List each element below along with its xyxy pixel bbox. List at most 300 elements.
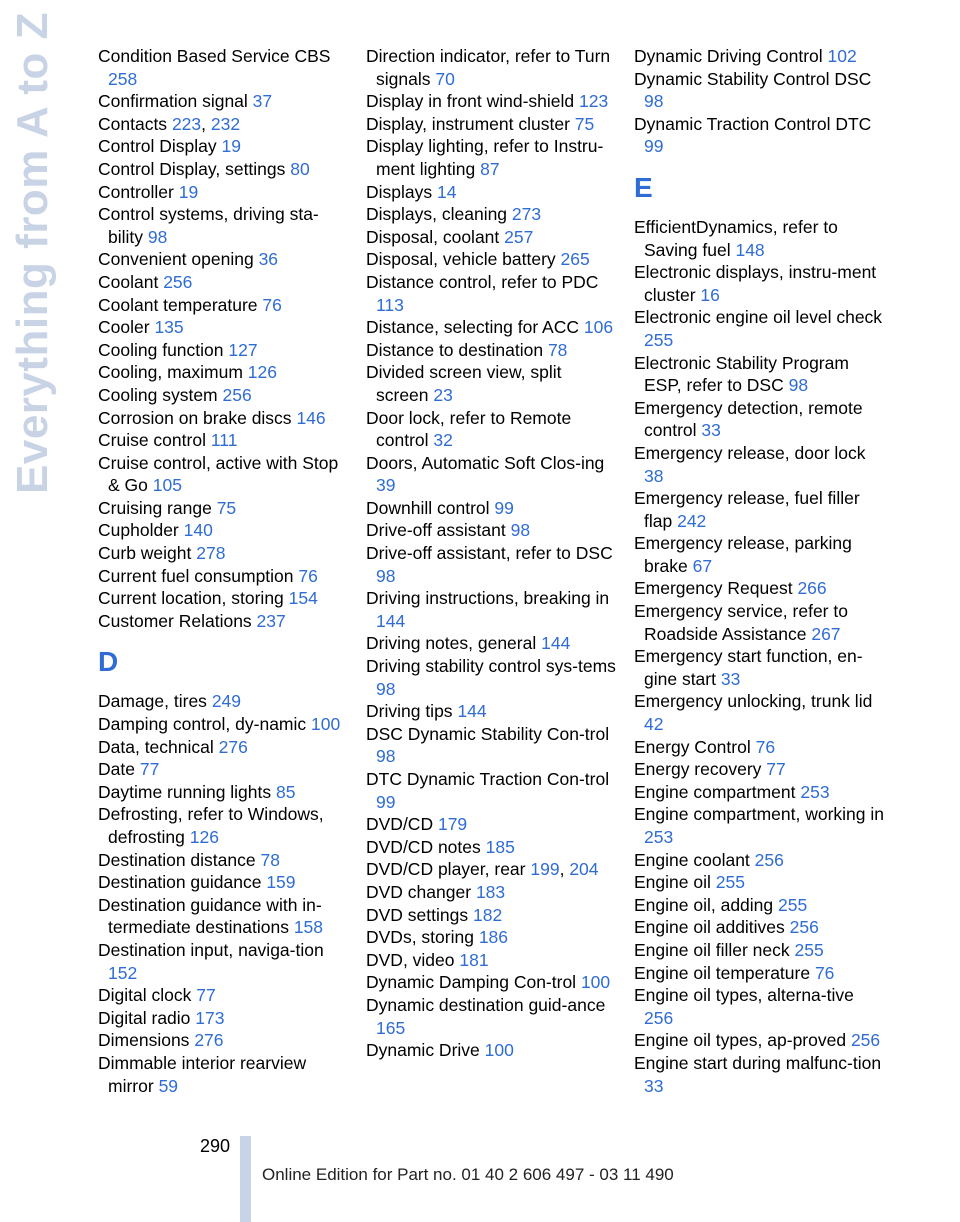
index-entry	[366, 90, 616, 113]
page-reference-link[interactable]: 144	[457, 701, 487, 722]
page-reference-link[interactable]: 278	[196, 543, 226, 564]
index-term: Condition Based Service CBS	[98, 46, 331, 66]
page-reference-link[interactable]: 154	[288, 588, 318, 609]
index-term: Control Display	[98, 136, 217, 157]
index-entry	[634, 871, 884, 894]
page-reference-link[interactable]: 98	[376, 678, 396, 699]
page-reference-link[interactable]: 181	[459, 949, 489, 970]
index-term: Defrosting, refer to Windows, defrosting	[98, 804, 324, 847]
index-term: Cooler	[98, 317, 150, 338]
page-reference-link[interactable]: 242	[677, 510, 707, 531]
page-reference-link[interactable]: 76	[814, 962, 835, 983]
index-entry	[634, 113, 884, 158]
page-reference-link[interactable]: 179	[437, 814, 468, 835]
index-entry	[634, 781, 884, 804]
page-reference-link[interactable]: 67	[692, 555, 713, 576]
page-reference-link[interactable]: 256	[222, 384, 252, 405]
index-term: Contacts	[98, 113, 168, 134]
page-reference-link[interactable]: 36	[258, 249, 279, 270]
index-entry	[634, 532, 884, 577]
page-reference-link[interactable]: 185	[485, 836, 515, 857]
page-reference-link[interactable]: 98	[147, 226, 168, 247]
index-entry	[634, 45, 884, 68]
index-entry	[98, 542, 348, 565]
index-entry	[366, 339, 616, 362]
index-term: Emergency detection, remote control	[634, 397, 863, 441]
index-term: Downhill control	[366, 497, 490, 518]
index-entry	[98, 316, 348, 339]
index-entry	[366, 248, 616, 271]
index-entry	[98, 497, 348, 520]
page-reference-link[interactable]: 100	[311, 714, 341, 735]
index-term: Engine compartment	[634, 781, 796, 802]
index-entry: DVD/CD player, rear 199, 204	[366, 859, 599, 880]
index-term: Damage, tires	[98, 691, 207, 712]
page-reference-link[interactable]: 77	[766, 759, 786, 780]
index-term: Engine oil types, alterna-tive	[634, 985, 854, 1006]
index-entry	[98, 294, 348, 317]
index-column-2	[366, 45, 616, 1062]
index-entry	[98, 339, 348, 362]
index-entry	[98, 610, 348, 633]
index-term: Customer Relations	[98, 610, 252, 631]
page-reference-link[interactable]: 140	[183, 520, 213, 541]
index-entry	[634, 1029, 884, 1052]
index-entry	[634, 397, 884, 442]
index-entry	[98, 181, 348, 204]
index-entry	[634, 962, 884, 985]
page-reference-link[interactable]: 249	[211, 691, 242, 712]
index-entry	[98, 690, 348, 713]
index-entry	[366, 203, 616, 226]
page-reference-link[interactable]: 23	[433, 384, 453, 405]
index-entry	[98, 758, 348, 781]
page-reference-link[interactable]: 257	[504, 226, 534, 247]
page-reference-link[interactable]: 276	[218, 736, 248, 757]
page-reference-link[interactable]: 127	[228, 339, 258, 360]
page-reference-link[interactable]: 253	[644, 827, 674, 847]
index-term: Energy recovery	[634, 759, 762, 780]
page-reference-link[interactable]: 32	[433, 430, 453, 451]
index-term: Driving notes, general	[366, 633, 537, 654]
page-reference-link[interactable]: 152	[108, 962, 138, 983]
page-reference-link[interactable]: 106	[583, 317, 614, 338]
index-term: Engine oil, adding	[634, 894, 774, 915]
index-entry	[366, 181, 616, 204]
index-entry	[98, 158, 348, 181]
page-reference-link[interactable]: 37	[252, 91, 273, 112]
page-reference-link[interactable]: 76	[755, 736, 776, 757]
index-entry	[98, 248, 348, 271]
page-reference-link[interactable]: 165	[376, 1017, 406, 1038]
index-term: Electronic engine oil level check	[634, 307, 883, 328]
page-reference-link[interactable]: 223	[171, 113, 202, 134]
index-entry	[98, 429, 348, 452]
index-term: DVD settings	[366, 904, 469, 925]
index-term: Dynamic destination guid-ance	[366, 994, 606, 1015]
index-entry	[366, 655, 616, 700]
index-entry	[366, 813, 616, 836]
page-reference-link[interactable]: 148	[735, 239, 765, 260]
page-reference-link[interactable]: 33	[644, 1075, 664, 1096]
index-term: Drive-off assistant, refer to DSC	[366, 543, 613, 564]
index-column-1	[98, 45, 348, 1097]
index-term: Dynamic Drive	[366, 1040, 480, 1061]
index-entry	[98, 781, 348, 804]
page-reference-link[interactable]: 85	[276, 781, 296, 802]
index-term: Emergency Request	[634, 578, 793, 599]
index-term: Energy Control	[634, 736, 751, 757]
index-term: Cruising range	[98, 497, 212, 518]
index-term: Cooling, maximum	[98, 362, 243, 383]
index-entry	[366, 113, 616, 136]
index-term: Disposal, vehicle battery	[366, 249, 556, 270]
page-reference-link[interactable]: 158	[293, 917, 324, 938]
index-term: Engine oil additives	[634, 917, 785, 938]
page-reference-link[interactable]: 135	[154, 317, 184, 338]
page-reference-link[interactable]: 256	[850, 1030, 881, 1051]
page-reference-link[interactable]: 146	[296, 407, 326, 428]
index-entry	[366, 361, 616, 406]
index-entry	[634, 352, 884, 397]
index-entry	[366, 723, 616, 768]
page-reference-link[interactable]: 266	[797, 578, 827, 599]
index-term: Driving tips	[366, 701, 453, 722]
page-reference-link[interactable]: 255	[644, 329, 674, 350]
index-section-letter: E	[634, 171, 653, 203]
index-section-letter: D	[98, 646, 119, 678]
index-entry	[366, 632, 616, 655]
page-reference-link[interactable]: 99	[644, 136, 664, 157]
page-reference-link[interactable]: 105	[152, 475, 182, 496]
index-entry	[366, 700, 616, 723]
index-entry	[366, 971, 616, 994]
page-reference-link[interactable]: 126	[247, 362, 277, 383]
index-entry	[634, 939, 884, 962]
index-term: Emergency release, parking brake	[634, 533, 852, 576]
footer-edition-note: Online Edition for Part no. 01 40 2 606 497 - 03 11 490	[262, 1165, 674, 1184]
index-entry	[98, 90, 348, 113]
index-entry	[366, 452, 616, 497]
index-term: Display lighting, refer to Instru-ment lighting	[366, 136, 604, 179]
page-reference-link[interactable]: 111	[210, 430, 238, 451]
page-reference-link[interactable]: 276	[194, 1030, 224, 1051]
page-reference-link[interactable]: 98	[376, 746, 396, 767]
index-term: Display in front wind-shield	[366, 91, 575, 112]
index-entry	[366, 135, 616, 180]
page-reference-link[interactable]: 265	[560, 249, 590, 270]
index-term: Doors, Automatic Soft Clos-ing	[366, 452, 605, 473]
index-entry	[98, 894, 348, 939]
page-reference-link[interactable]: 80	[290, 158, 310, 179]
index-entry	[98, 452, 348, 497]
index-term: DTC Dynamic Traction Con-trol	[366, 769, 610, 789]
index-entry	[634, 849, 884, 872]
index-term: DSC Dynamic Stability Con-trol	[366, 723, 610, 744]
index-entry	[98, 519, 348, 542]
page-reference-link[interactable]: 255	[778, 894, 808, 915]
index-term: Engine compartment, working in	[634, 804, 884, 825]
index-term: Direction indicator, refer to Turn signals	[366, 46, 611, 89]
page-reference-link[interactable]: 19	[221, 136, 241, 157]
page-reference-link[interactable]: 78	[260, 849, 280, 870]
index-term: Divided screen view, split screen	[366, 362, 562, 405]
index-term: Dynamic Driving Control	[634, 46, 823, 66]
index-term: Electronic displays, instru-ment cluster	[634, 262, 877, 305]
page-reference-link[interactable]: 76	[262, 294, 282, 315]
index-entry: Contacts 223, 232	[98, 113, 241, 134]
index-entry	[366, 949, 616, 972]
page-reference-link[interactable]: 123	[579, 91, 609, 112]
index-term: Cupholder	[98, 520, 179, 541]
index-term: Engine coolant	[634, 849, 750, 870]
index-term: Disposal, coolant	[366, 226, 500, 247]
page-reference-link[interactable]: 98	[644, 91, 664, 112]
index-entry	[98, 939, 348, 984]
index-entry	[634, 577, 884, 600]
index-entry	[634, 1052, 884, 1097]
index-term: Driving stability control sys-tems	[366, 656, 616, 677]
index-term: Current location, storing	[98, 588, 284, 609]
index-entry	[634, 68, 884, 113]
index-entry	[634, 758, 884, 781]
index-term: Curb weight	[98, 543, 192, 564]
index-term: Displays	[366, 181, 433, 202]
index-term: Dynamic Traction Control DTC	[634, 113, 872, 134]
index-term: Digital clock	[98, 985, 192, 1006]
page-reference-link[interactable]: 255	[715, 872, 745, 893]
page-reference-link[interactable]: 273	[511, 204, 542, 225]
index-term: DVDs, storing	[366, 927, 474, 948]
index-term: Emergency service, refer to Roadside Assistance	[634, 601, 848, 644]
page-reference-link[interactable]: 99	[494, 497, 514, 518]
index-term: Emergency start function, en-gine start	[634, 646, 863, 689]
index-term: Destination input, naviga-tion	[98, 939, 324, 960]
index-term: Dynamic Stability Control DSC	[634, 68, 872, 89]
page-reference-link[interactable]: 256	[754, 849, 784, 870]
index-entry	[366, 768, 616, 813]
index-entry	[634, 306, 884, 351]
index-entry	[366, 904, 616, 927]
page-reference-link[interactable]: 14	[437, 181, 457, 202]
index-entry	[98, 203, 348, 248]
index-term: Coolant temperature	[98, 294, 258, 315]
section-side-tab	[0, 12, 66, 494]
index-term: Convenient opening	[98, 249, 254, 270]
index-term: Dynamic Damping Con-trol	[366, 972, 577, 993]
index-entry	[366, 1039, 616, 1062]
index-entry	[634, 216, 884, 261]
index-term: Controller	[98, 181, 174, 202]
index-term: DVD/CD player, rear	[366, 859, 526, 880]
index-entry	[634, 442, 884, 487]
index-term: Drive-off assistant	[366, 520, 506, 541]
page-reference-link[interactable]: 39	[376, 475, 396, 496]
index-term: Destination distance	[98, 849, 256, 870]
index-entry	[98, 361, 348, 384]
index-term: Current fuel consumption	[98, 565, 294, 586]
section-side-tab-label: Everything from A to Z	[8, 12, 58, 494]
page-reference-link[interactable]: 75	[574, 113, 595, 134]
index-term: Confirmation signal	[98, 91, 248, 112]
index-term: Engine oil types, ap-proved	[634, 1030, 847, 1051]
index-term: Dimmable interior rearview mirror	[98, 1052, 307, 1096]
page-reference-link[interactable]: 232	[210, 113, 241, 134]
page-reference-link[interactable]: 186	[478, 927, 509, 948]
index-term: Distance to destination	[366, 339, 544, 360]
index-entry	[98, 849, 348, 872]
page-reference-link[interactable]: 258	[108, 68, 138, 89]
page-reference-link[interactable]: 99	[376, 791, 396, 812]
index-entry	[366, 836, 616, 859]
page-reference-link[interactable]: 16	[700, 284, 720, 305]
index-entry	[98, 871, 348, 894]
index-entry	[366, 271, 616, 316]
index-entry	[98, 984, 348, 1007]
index-entry	[366, 407, 616, 452]
index-entry	[634, 261, 884, 306]
index-entry	[366, 497, 616, 520]
page-reference-link[interactable]: 199	[530, 859, 560, 880]
page-number: 290	[200, 1136, 231, 1156]
page-reference-link[interactable]: 70	[435, 68, 455, 89]
index-entry	[98, 713, 348, 736]
page-reference-link[interactable]: 113	[376, 294, 404, 315]
page-reference-link[interactable]: 159	[266, 872, 296, 893]
index-term: Engine start during malfunc-tion	[634, 1052, 882, 1073]
page-reference-link[interactable]: 126	[189, 827, 219, 847]
index-term: Engine oil filler neck	[634, 939, 790, 960]
index-term: Emergency release, fuel filler flap	[634, 488, 860, 531]
page-reference-link[interactable]: 59	[158, 1075, 179, 1096]
index-term: DVD, video	[366, 949, 455, 970]
index-term: Distance control, refer to PDC	[366, 271, 599, 292]
index-term: Cooling function	[98, 339, 224, 360]
page-reference-link[interactable]: 267	[811, 623, 841, 644]
index-term: Engine oil	[634, 872, 711, 893]
page-reference-link[interactable]: 87	[480, 158, 500, 179]
index-entry	[366, 45, 616, 90]
index-term: Digital radio	[98, 1007, 191, 1028]
index-term: EfficientDynamics, refer to Saving fuel	[634, 216, 838, 260]
index-term: Cooling system	[98, 384, 218, 405]
page-reference-link[interactable]: 19	[178, 181, 199, 202]
page-reference-link[interactable]: 183	[475, 881, 506, 902]
page-reference-link[interactable]: 204	[569, 859, 599, 880]
page-reference-link[interactable]: 76	[298, 565, 318, 586]
page-reference-link[interactable]: 144	[376, 610, 406, 631]
index-entry	[98, 736, 348, 759]
page-reference-link[interactable]: 256	[163, 271, 193, 292]
page-reference-link[interactable]: 256	[644, 1007, 674, 1028]
index-term: Destination guidance	[98, 872, 262, 893]
page-reference-link[interactable]: 255	[794, 939, 824, 960]
index-entry	[366, 587, 616, 632]
index-term: Date	[98, 759, 135, 780]
index-term: Engine oil temperature	[634, 962, 811, 983]
page-reference-link[interactable]: 102	[827, 46, 857, 66]
page-reference-link[interactable]: 100	[580, 972, 611, 993]
index-term: Distance, selecting for ACC	[366, 317, 580, 338]
page-reference-link[interactable]: 253	[800, 781, 830, 802]
page-reference-link[interactable]: 98	[788, 375, 809, 396]
index-entry	[98, 271, 348, 294]
index-entry	[98, 803, 348, 848]
index-term: DVD changer	[366, 881, 472, 902]
index-entry	[366, 881, 616, 904]
index-term: Electronic Stability Program ESP, refer to DSC	[634, 352, 849, 396]
page-reference-link[interactable]: 75	[216, 497, 237, 518]
index-term: Data, technical	[98, 736, 214, 757]
index-entry	[98, 1052, 348, 1097]
index-entry	[98, 587, 348, 610]
page-reference-link[interactable]: 237	[256, 610, 286, 631]
page-reference-link[interactable]: 78	[547, 339, 568, 360]
page-reference-link[interactable]: 182	[473, 904, 503, 925]
index-term: Control systems, driving sta-bility	[98, 204, 319, 247]
index-entry	[98, 565, 348, 588]
index-entry	[366, 926, 616, 949]
index-term: Destination guidance with in-termediate destinations	[98, 894, 322, 938]
index-entry	[98, 45, 348, 90]
index-term: Emergency release, door lock	[634, 442, 866, 463]
index-entry	[634, 600, 884, 645]
index-term: Coolant	[98, 271, 159, 292]
index-entry	[634, 894, 884, 917]
page-reference-link[interactable]: 42	[644, 714, 664, 735]
index-entry	[634, 690, 884, 735]
index-term: Emergency unlocking, trunk lid	[634, 691, 873, 712]
index-term: Dimensions	[98, 1030, 190, 1051]
index-column-3	[634, 45, 884, 1097]
index-entry	[366, 542, 616, 587]
index-term: Door lock, refer to Remote control	[366, 407, 572, 451]
page-reference-link[interactable]: 98	[376, 565, 396, 586]
index-term: Corrosion on brake discs	[98, 407, 292, 428]
index-entry	[634, 487, 884, 532]
index-entry	[366, 226, 616, 249]
page-reference-link[interactable]: 98	[510, 520, 531, 541]
index-entry	[634, 916, 884, 939]
page-reference-link[interactable]: 144	[541, 633, 571, 654]
index-term: DVD/CD	[366, 814, 434, 835]
index-term: Driving instructions, breaking in	[366, 588, 610, 609]
index-entry	[98, 384, 348, 407]
index-entry	[98, 135, 348, 158]
index-term: Damping control, dy-namic	[98, 714, 307, 735]
page-reference-link[interactable]: 33	[701, 420, 721, 441]
index-entry	[98, 407, 348, 430]
index-entry	[634, 645, 884, 690]
page-reference-link[interactable]: 173	[195, 1007, 225, 1028]
page-reference-link[interactable]: 38	[644, 465, 664, 486]
index-entry	[366, 519, 616, 542]
index-entry	[98, 1007, 348, 1030]
page-reference-link[interactable]: 77	[139, 759, 160, 780]
page-reference-link[interactable]: 256	[789, 917, 819, 938]
index-term: Cruise control	[98, 430, 206, 451]
index-entry	[366, 994, 616, 1039]
index-entry	[98, 1029, 348, 1052]
index-entry	[634, 803, 884, 848]
page-reference-link[interactable]: 77	[196, 985, 216, 1006]
index-term: Display, instrument cluster	[366, 113, 570, 134]
index-entry	[634, 984, 884, 1029]
page-reference-link[interactable]: 33	[720, 668, 741, 689]
index-term: Displays, cleaning	[366, 204, 508, 225]
index-entry	[634, 736, 884, 759]
page-reference-link[interactable]: 100	[484, 1040, 514, 1061]
